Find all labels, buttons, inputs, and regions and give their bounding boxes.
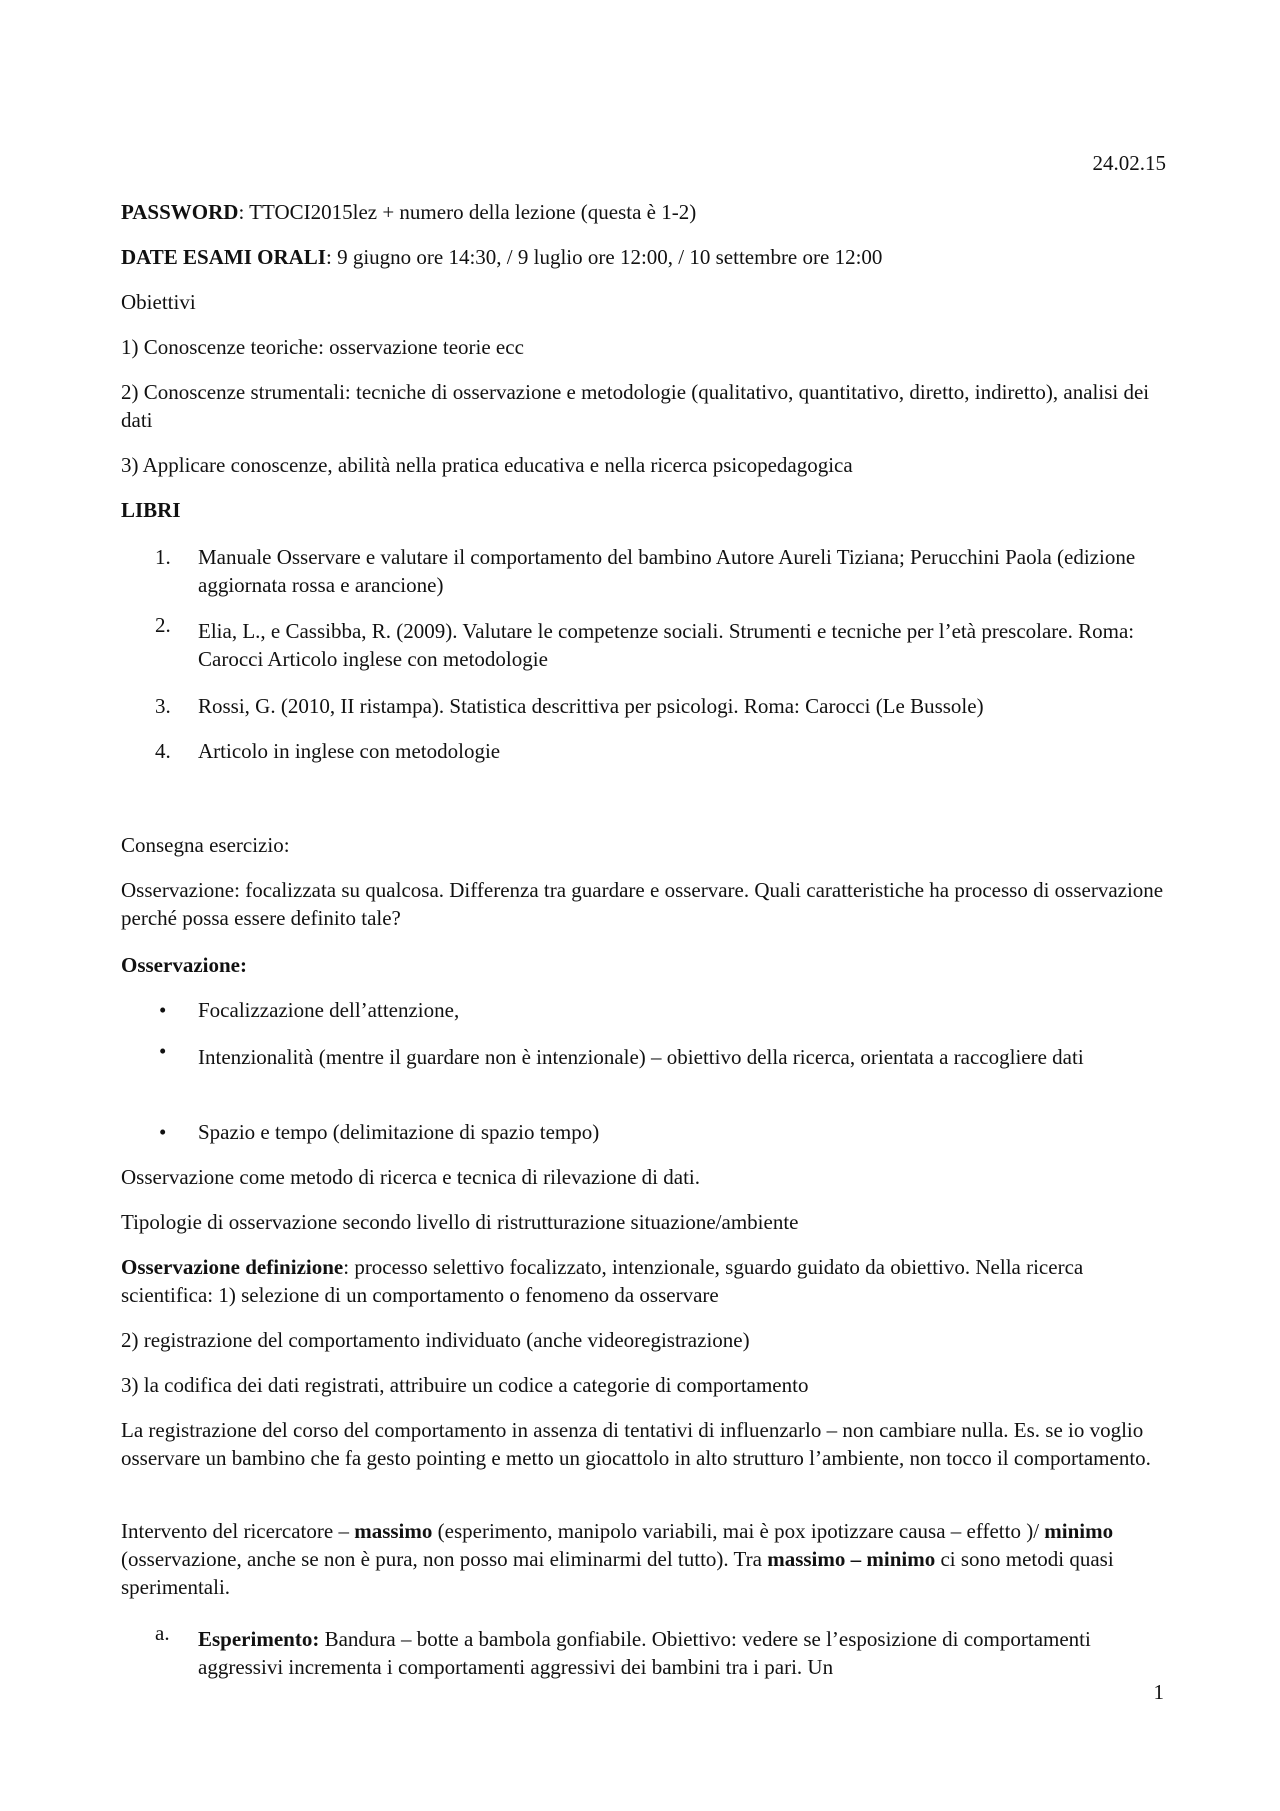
exercise-title: Consegna esercizio:: [121, 833, 290, 857]
objectives-title: Obiettivi: [121, 290, 196, 314]
book-text: Manuale Osservare e valutare il comportamento del bambino Autore Aureli Tiziana; Perucchini Paola (edizione aggiornata rossa e arancione): [198, 545, 1136, 597]
password-line: [121, 198, 1166, 226]
objective-item: 2) Conoscenze strumentali: tecniche di osservazione e metodologie (qualitativo, quantitativo, diretto, indiretto), analisi dei dati: [121, 380, 1150, 432]
intervention-max: massimo: [354, 1519, 433, 1543]
definition-step: 2) registrazione del comportamento individuato (anche videoregistrazione): [121, 1328, 750, 1352]
bullet-text: Intenzionalità (mentre il guardare non è intenzionale) – obiettivo della ricerca, orientata a raccogliere dati: [198, 1045, 1084, 1069]
intervention-text: ci sono metodi quasi sperimentali.: [121, 1547, 1114, 1599]
bullet-text: Spazio e tempo (delimitazione di spazio tempo): [198, 1120, 600, 1144]
definition-paragraph: [121, 1253, 1166, 1309]
intervention-maxmin: massimo – minimo: [767, 1547, 936, 1571]
observation-title-text: Osservazione:: [121, 953, 247, 977]
list-number: 1.: [155, 545, 171, 569]
typologies-text: Tipologie di osservazione secondo livello di ristrutturazione situazione/ambiente: [121, 1210, 799, 1234]
bullet-text: Focalizzazione dell’attenzione,: [198, 998, 460, 1022]
intervention-text: (osservazione, anche se non è pura, non posso mai eliminarmi del tutto). Tra: [121, 1547, 768, 1571]
bullet-symbol: •: [159, 1120, 167, 1144]
definition-text: : processo selettivo focalizzato, intenzionale, sguardo guidato da obiettivo. Nella ricerca scientifica: 1) selezione di un comportamento o fenomeno da osservare: [121, 1255, 1084, 1307]
list-letter: a.: [155, 1621, 170, 1645]
objective-item: 3) Applicare conoscenze, abilità nella pratica educativa e nella ricerca psicopedagogica: [121, 453, 853, 477]
password-text: : TTOCI2015lez + numero della lezione (questa è 1-2): [238, 200, 697, 224]
list-number: 3.: [155, 694, 171, 718]
intervention-paragraph: [121, 1517, 1166, 1601]
intervention-min: minimo: [1044, 1519, 1114, 1543]
exams-text: : 9 giugno ore 14:30, / 9 luglio ore 12:00, / 10 settembre ore 12:00: [325, 245, 883, 269]
document-date: 24.02.15: [1092, 151, 1166, 175]
definition-note: La registrazione del corso del comportamento in assenza di tentativi di influenzarlo – non cambiare nulla. Es. se io voglio osservare un bambino che fa gesto pointing e metto un giocattolo in alto strutturo l’ambiente, non tocco il comportamento.: [121, 1418, 1151, 1470]
experiment-text: [198, 1625, 1166, 1681]
definition-label: Osservazione definizione: [121, 1255, 344, 1279]
password-label: PASSWORD: [121, 200, 239, 224]
book-text: Articolo in inglese con metodologie: [198, 739, 501, 763]
observation-title: [121, 951, 1166, 979]
experiment-body: Bandura – botte a bambola gonfiabile. Obiettivo: vedere se l’esposizione di comportamenti aggressivi incrementa i comportamenti aggressivi dei bambini tra i pari. Un: [198, 1627, 1091, 1679]
method-text: Osservazione come metodo di ricerca e tecnica di rilevazione di dati.: [121, 1165, 700, 1189]
intervention-text: Intervento del ricercatore –: [121, 1519, 355, 1543]
intervention-text: (esperimento, manipolo variabili, mai è pox ipotizzare causa – effetto )/: [432, 1519, 1045, 1543]
bullet-symbol: •: [159, 1039, 167, 1063]
books-title-text: LIBRI: [121, 498, 181, 522]
experiment-label: Esperimento:: [198, 1627, 320, 1651]
page-number: 1: [1153, 1680, 1164, 1704]
exams-line: [121, 243, 1166, 271]
bullet-symbol: •: [159, 998, 167, 1022]
book-text: Rossi, G. (2010, II ristampa). Statistica descrittiva per psicologi. Roma: Carocci (Le Bussole): [198, 694, 984, 718]
list-number: 4.: [155, 739, 171, 763]
definition-step: 3) la codifica dei dati registrati, attribuire un codice a categorie di comportamento: [121, 1373, 809, 1397]
list-number: 2.: [155, 613, 171, 637]
books-title: [121, 496, 1166, 524]
exams-label: DATE ESAMI ORALI: [121, 245, 326, 269]
exercise-text: Osservazione: focalizzata su qualcosa. Differenza tra guardare e osservare. Quali caratteristiche ha processo di osservazione perché possa essere definito tale?: [121, 878, 1164, 930]
book-text: Elia, L., e Cassibba, R. (2009). Valutare le competenze sociali. Strumenti e tecniche per l’età prescolare. Roma: Carocci Articolo inglese con metodologie: [198, 619, 1135, 671]
objective-item: 1) Conoscenze teoriche: osservazione teorie ecc: [121, 335, 524, 359]
